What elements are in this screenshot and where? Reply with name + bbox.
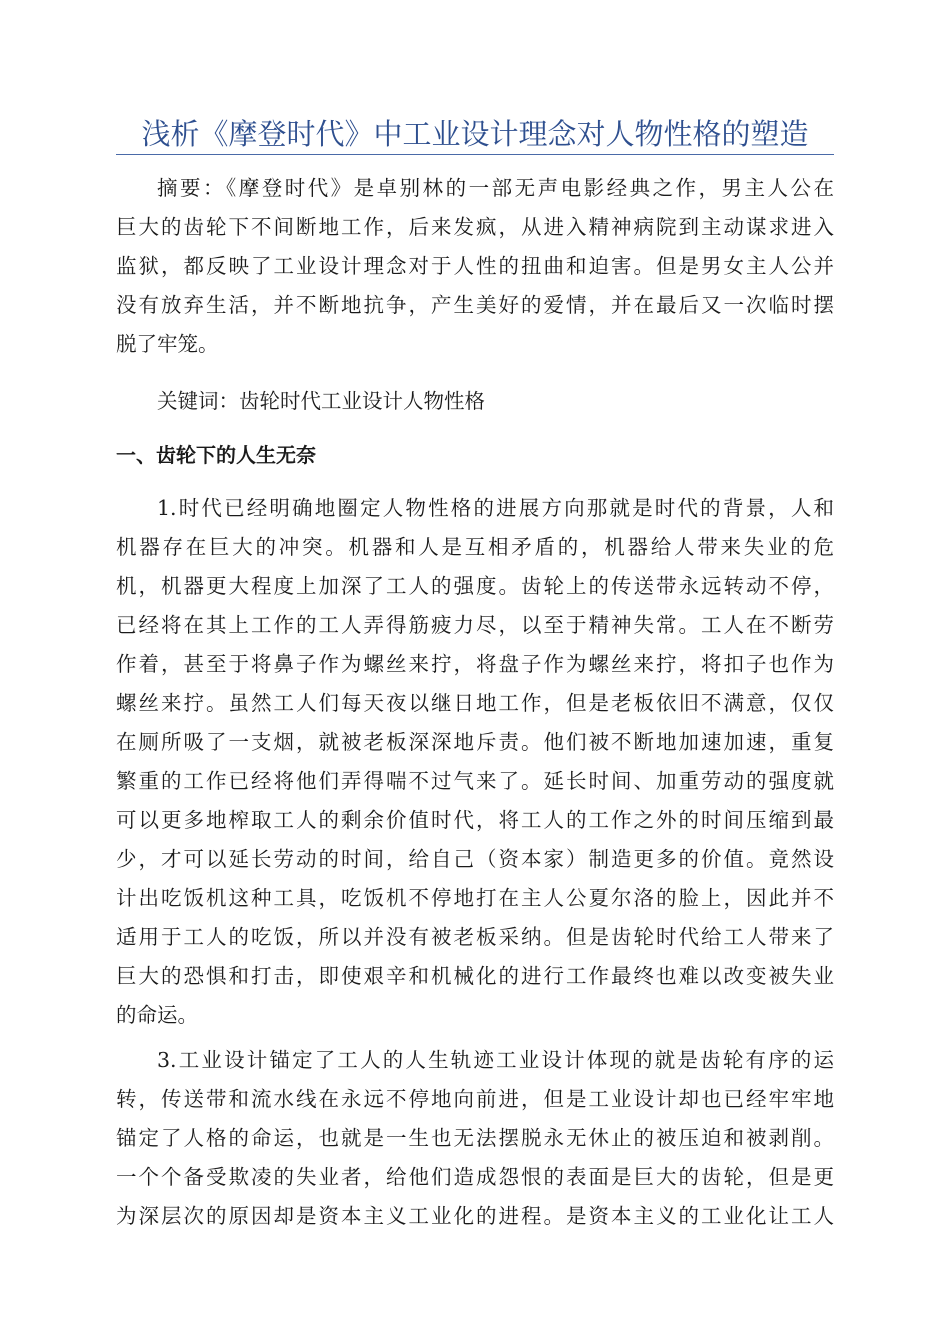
abstract-line: 巨大的齿轮下不间断地工作，后来发疯，从进入精神病院到主动谋求进入 [116, 215, 834, 239]
paragraph-line: 的命运。 [116, 1003, 198, 1027]
paragraph-line: 计出吃饭机这种工具，吃饭机不停地打在主人公夏尔洛的脸上，因此并不 [116, 886, 834, 910]
abstract-line: 脱了牢笼。 [116, 332, 219, 356]
body-paragraph-1 [116, 489, 834, 1035]
paragraph-line: 1.时代已经明确地圈定人物性格的进展方向那就是时代的背景，人和 [157, 496, 834, 520]
body-paragraph-2 [116, 1041, 834, 1236]
paragraph-line: 适用于工人的吃饭，所以并没有被老板采纳。但是齿轮时代给工人带来了 [116, 925, 834, 949]
paragraph-line: 作着，甚至于将鼻子作为螺丝来拧，将盘子作为螺丝来拧，将扣子也作为 [116, 652, 834, 676]
paragraph-line: 在厕所吸了一支烟，就被老板深深地斥责。他们被不断地加速加速，重复 [116, 730, 834, 754]
abstract-line: 没有放弃生活，并不断地抗争，产生美好的爱情，并在最后又一次临时摆 [116, 293, 834, 317]
paragraph-line: 少，才可以延长劳动的时间，给自己（资本家）制造更多的价值。竟然设 [116, 847, 834, 871]
paragraph-line: 为深层次的原因却是资本主义工业化的进程。是资本主义的工业化让工人 [116, 1204, 834, 1228]
paragraph-line: 繁重的工作已经将他们弄得喘不过气来了。延长时间、加重劳动的强度就 [116, 769, 834, 793]
paragraph-line: 一个个备受欺凌的失业者，给他们造成怨恨的表面是巨大的齿轮，但是更 [116, 1165, 834, 1189]
paragraph-line: 转，传送带和流水线在永远不停地向前进，但是工业设计却也已经牢牢地 [116, 1087, 834, 1111]
paragraph-line: 机器存在巨大的冲突。机器和人是互相矛盾的，机器给人带来失业的危 [116, 535, 834, 559]
paragraph-line: 已经将在其上工作的工人弄得筋疲力尽，以至于精神失常。工人在不断劳 [116, 613, 834, 637]
paragraph-line: 可以更多地榨取工人的剩余价值时代，将工人的工作之外的时间压缩到最 [116, 808, 834, 832]
title-underline [116, 154, 834, 155]
abstract-paragraph [116, 169, 834, 364]
paragraph-line: 3.工业设计锚定了工人的人生轨迹工业设计体现的就是齿轮有序的运 [157, 1048, 834, 1072]
paragraph-line: 螺丝来拧。虽然工人们每天夜以继日地工作，但是老板依旧不满意，仅仅 [116, 691, 834, 715]
paragraph-line: 锚定了人格的命运，也就是一生也无法摆脱永无休止的被压迫和被剥削。 [116, 1126, 834, 1150]
paragraph-line: 巨大的恐惧和打击，即使艰辛和机械化的进行工作最终也难以改变被失业 [116, 964, 834, 988]
abstract-line: 监狱，都反映了工业设计理念对于人性的扭曲和迫害。但是男女主人公并 [116, 254, 834, 278]
document-title: 浅析《摩登时代》中工业设计理念对人物性格的塑造 [141, 117, 809, 151]
section-heading: 一、齿轮下的人生无奈 [116, 443, 316, 467]
keywords-line: 关键词：齿轮时代工业设计人物性格 [157, 389, 485, 413]
abstract-line: 摘要：《摩登时代》是卓别林的一部无声电影经典之作，男主人公在 [157, 176, 834, 200]
paragraph-line: 机，机器更大程度上加深了工人的强度。齿轮上的传送带永远转动不停， [116, 574, 834, 598]
